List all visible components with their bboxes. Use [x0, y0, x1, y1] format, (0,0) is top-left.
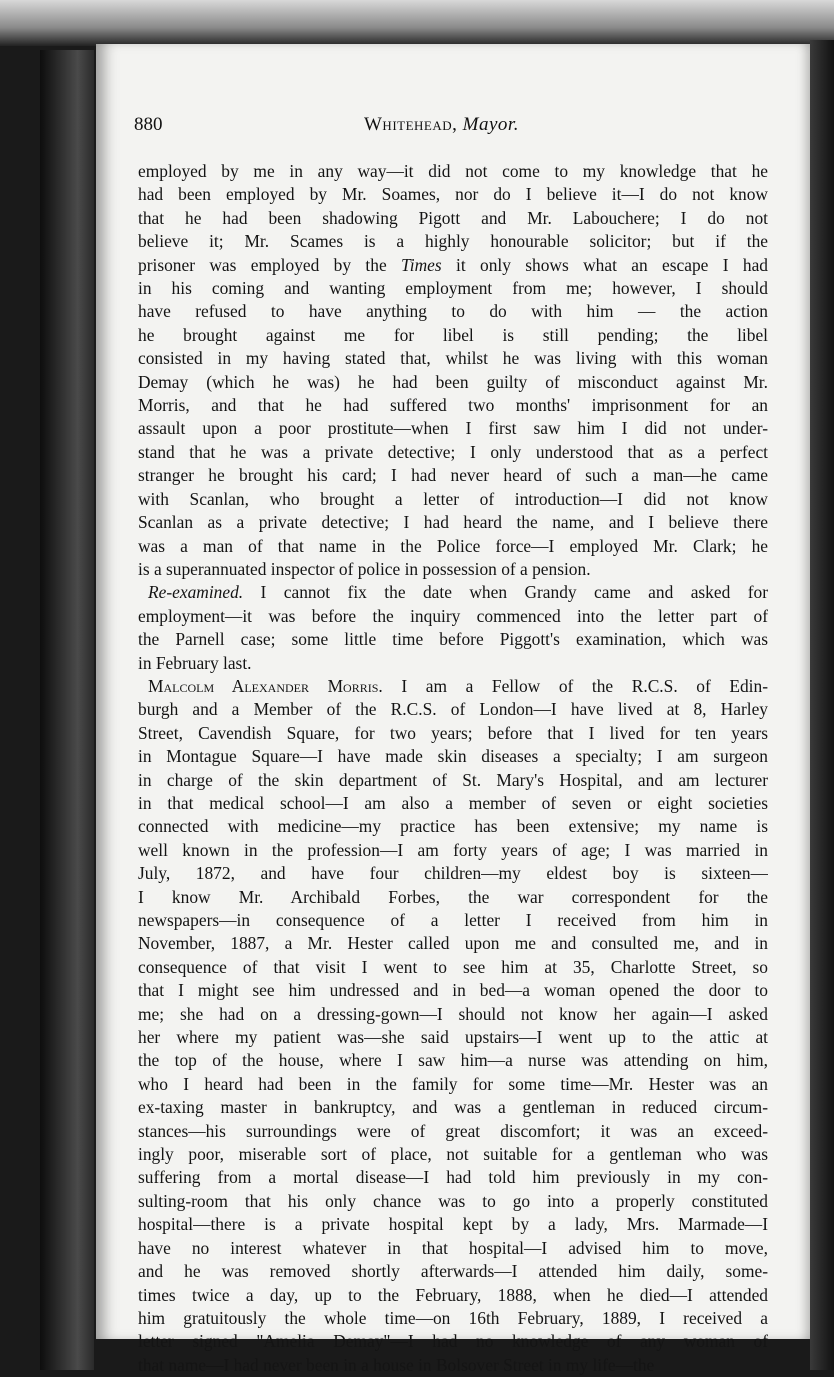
text-line: stances—his surroundings were of great discomfort; it was an exceed- — [138, 1120, 768, 1141]
text-line: burgh and a Member of the R.C.S. of London—I have lived at 8, Harley — [138, 699, 768, 720]
text-line: newspapers—in consequence of a letter I received from him in — [138, 910, 768, 930]
text-line: that I might see him undressed and in bed—a woman opened the door to — [138, 980, 768, 1001]
text-line: have refused to have anything to do with him — the action — [138, 301, 768, 322]
text-line: ingly poor, miserable sort of place, not suitable for a gentleman who was — [138, 1144, 768, 1165]
text-line: consisted in my having stated that, whilst he was living with this woman — [138, 348, 768, 369]
text-line: in his coming and wanting employment from me; however, I should — [138, 278, 768, 299]
book-spine-shadow — [40, 50, 94, 1370]
page-edge-shadow — [810, 40, 834, 1370]
text-line: was a man of that name in the Police force—I employed Mr. Clark; he — [138, 535, 768, 556]
text-line: Street, Cavendish Square, for two years; before that I lived for ten years — [138, 722, 768, 743]
scan-top-edge — [0, 0, 834, 46]
text-line: in that medical school—I am also a member of seven or eight societies — [138, 792, 768, 813]
text-line: believe it; Mr. Scames is a highly honourable solicitor; but if the — [138, 231, 768, 252]
text-line: assault upon a poor prostitute—when I first saw him I did not under- — [138, 418, 768, 439]
text-line: employed by me in any way—it did not come to my knowledge that he — [138, 161, 768, 181]
text-line: July, 1872, and have four children—my eldest boy is sixteen— — [138, 863, 768, 884]
text-line: he brought against me for libel is still pending; the libel — [138, 324, 768, 345]
text-line: have no interest whatever in that hospital—I advised him to move, — [138, 1237, 768, 1258]
running-head — [364, 114, 519, 136]
text-line: Scanlan as a private detective; I had heard the name, and I believe there — [138, 512, 768, 533]
text-line: I know Mr. Archibald Forbes, the war correspondent for the — [138, 886, 768, 907]
text-line: that he had been shadowing Pigott and Mr. Labouchere; I do not — [138, 207, 768, 228]
text-line: had been employed by Mr. Soames, nor do I believe it—I do not know — [138, 184, 768, 205]
text-line: and he was removed shortly afterwards—I attended him daily, some- — [138, 1261, 768, 1282]
text-line: Malcolm Alexander Morris. I am a Fellow of the R.C.S. of Edin- — [148, 675, 768, 696]
text-line: letter signed "Amelia Demay"—I had no knowledge of any woman of — [138, 1331, 768, 1352]
text-line: the top of the house, where I saw him—a nurse was attending on him, — [138, 1050, 768, 1071]
running-head-name: Whitehead, — [364, 114, 458, 135]
page-number: 880 — [134, 114, 163, 135]
text-line: ex-taxing master in bankruptcy, and was a gentleman in reduced circum- — [138, 1097, 768, 1118]
text-line: in February last. — [138, 652, 252, 673]
text-line: in Montague Square—I have made skin diseases a specialty; I am surgeon — [138, 746, 768, 767]
text-line: suffering from a mortal disease—I had told him previously in my con- — [138, 1167, 768, 1188]
emphasis: Times — [401, 254, 442, 275]
text-line: in charge of the skin department of St. Mary's Hospital, and am lecturer — [138, 769, 768, 790]
text-line: stand that he was a private detective; I only understood that as a perfect — [138, 441, 768, 462]
text-line: him gratuitously the whole time—on 16th February, 1889, I received a — [138, 1307, 768, 1328]
text-line: Demay (which he was) he had been guilty of misconduct against Mr. — [138, 371, 768, 392]
text-line: with Scanlan, who brought a letter of introduction—I did not know — [138, 488, 768, 509]
emphasis: Re-examined. — [148, 582, 244, 603]
text-line: who I heard had been in the family for some time—Mr. Hester was an — [138, 1073, 768, 1094]
text-line: consequence of that visit I went to see him at 35, Charlotte Street, so — [138, 956, 768, 977]
running-head-title: Mayor. — [462, 114, 519, 135]
text-line: the Parnell case; some little time before Piggott's examination, which was — [138, 629, 768, 650]
text-line: prisoner was employed by the Times it only shows what an escape I had — [138, 254, 768, 275]
text-line: Morris, and that he had suffered two months' imprisonment for an — [138, 395, 768, 416]
text-line: employment—it was before the inquiry commenced into the letter part of — [138, 605, 768, 626]
text-line: is a superannuated inspector of police in possession of a pension. — [138, 558, 591, 579]
text-line: that name—I had never been in a house in Bolsover Street in my life—the — [138, 1354, 655, 1375]
text-line: times twice a day, up to the February, 1888, when he died—I attended — [138, 1284, 768, 1305]
text-line: connected with medicine—my practice has been extensive; my name is — [138, 816, 768, 837]
text-line: sulting-room that his only chance was to go into a properly constituted — [138, 1190, 768, 1211]
text-line: stranger he brought his card; I had never heard of such a man—he came — [138, 465, 768, 486]
text-line: her where my patient was—she said upstairs—I went up to the attic at — [138, 1027, 768, 1048]
emphasis: Malcolm Alexander Morris. — [148, 675, 383, 696]
text-line: Re-examined. I cannot fix the date when Grandy came and asked for — [148, 582, 768, 603]
body-text — [138, 160, 768, 1377]
text-line: November, 1887, a Mr. Hester called upon me and consulted me, and in — [138, 933, 768, 954]
page-header — [134, 108, 774, 148]
text-line: me; she had on a dressing-gown—I should not know her again—I asked — [138, 1003, 768, 1024]
text-line: well known in the profession—I am forty years of age; I was married in — [138, 839, 768, 860]
text-line: hospital—there is a private hospital kept by a lady, Mrs. Marmade—I — [138, 1214, 768, 1235]
